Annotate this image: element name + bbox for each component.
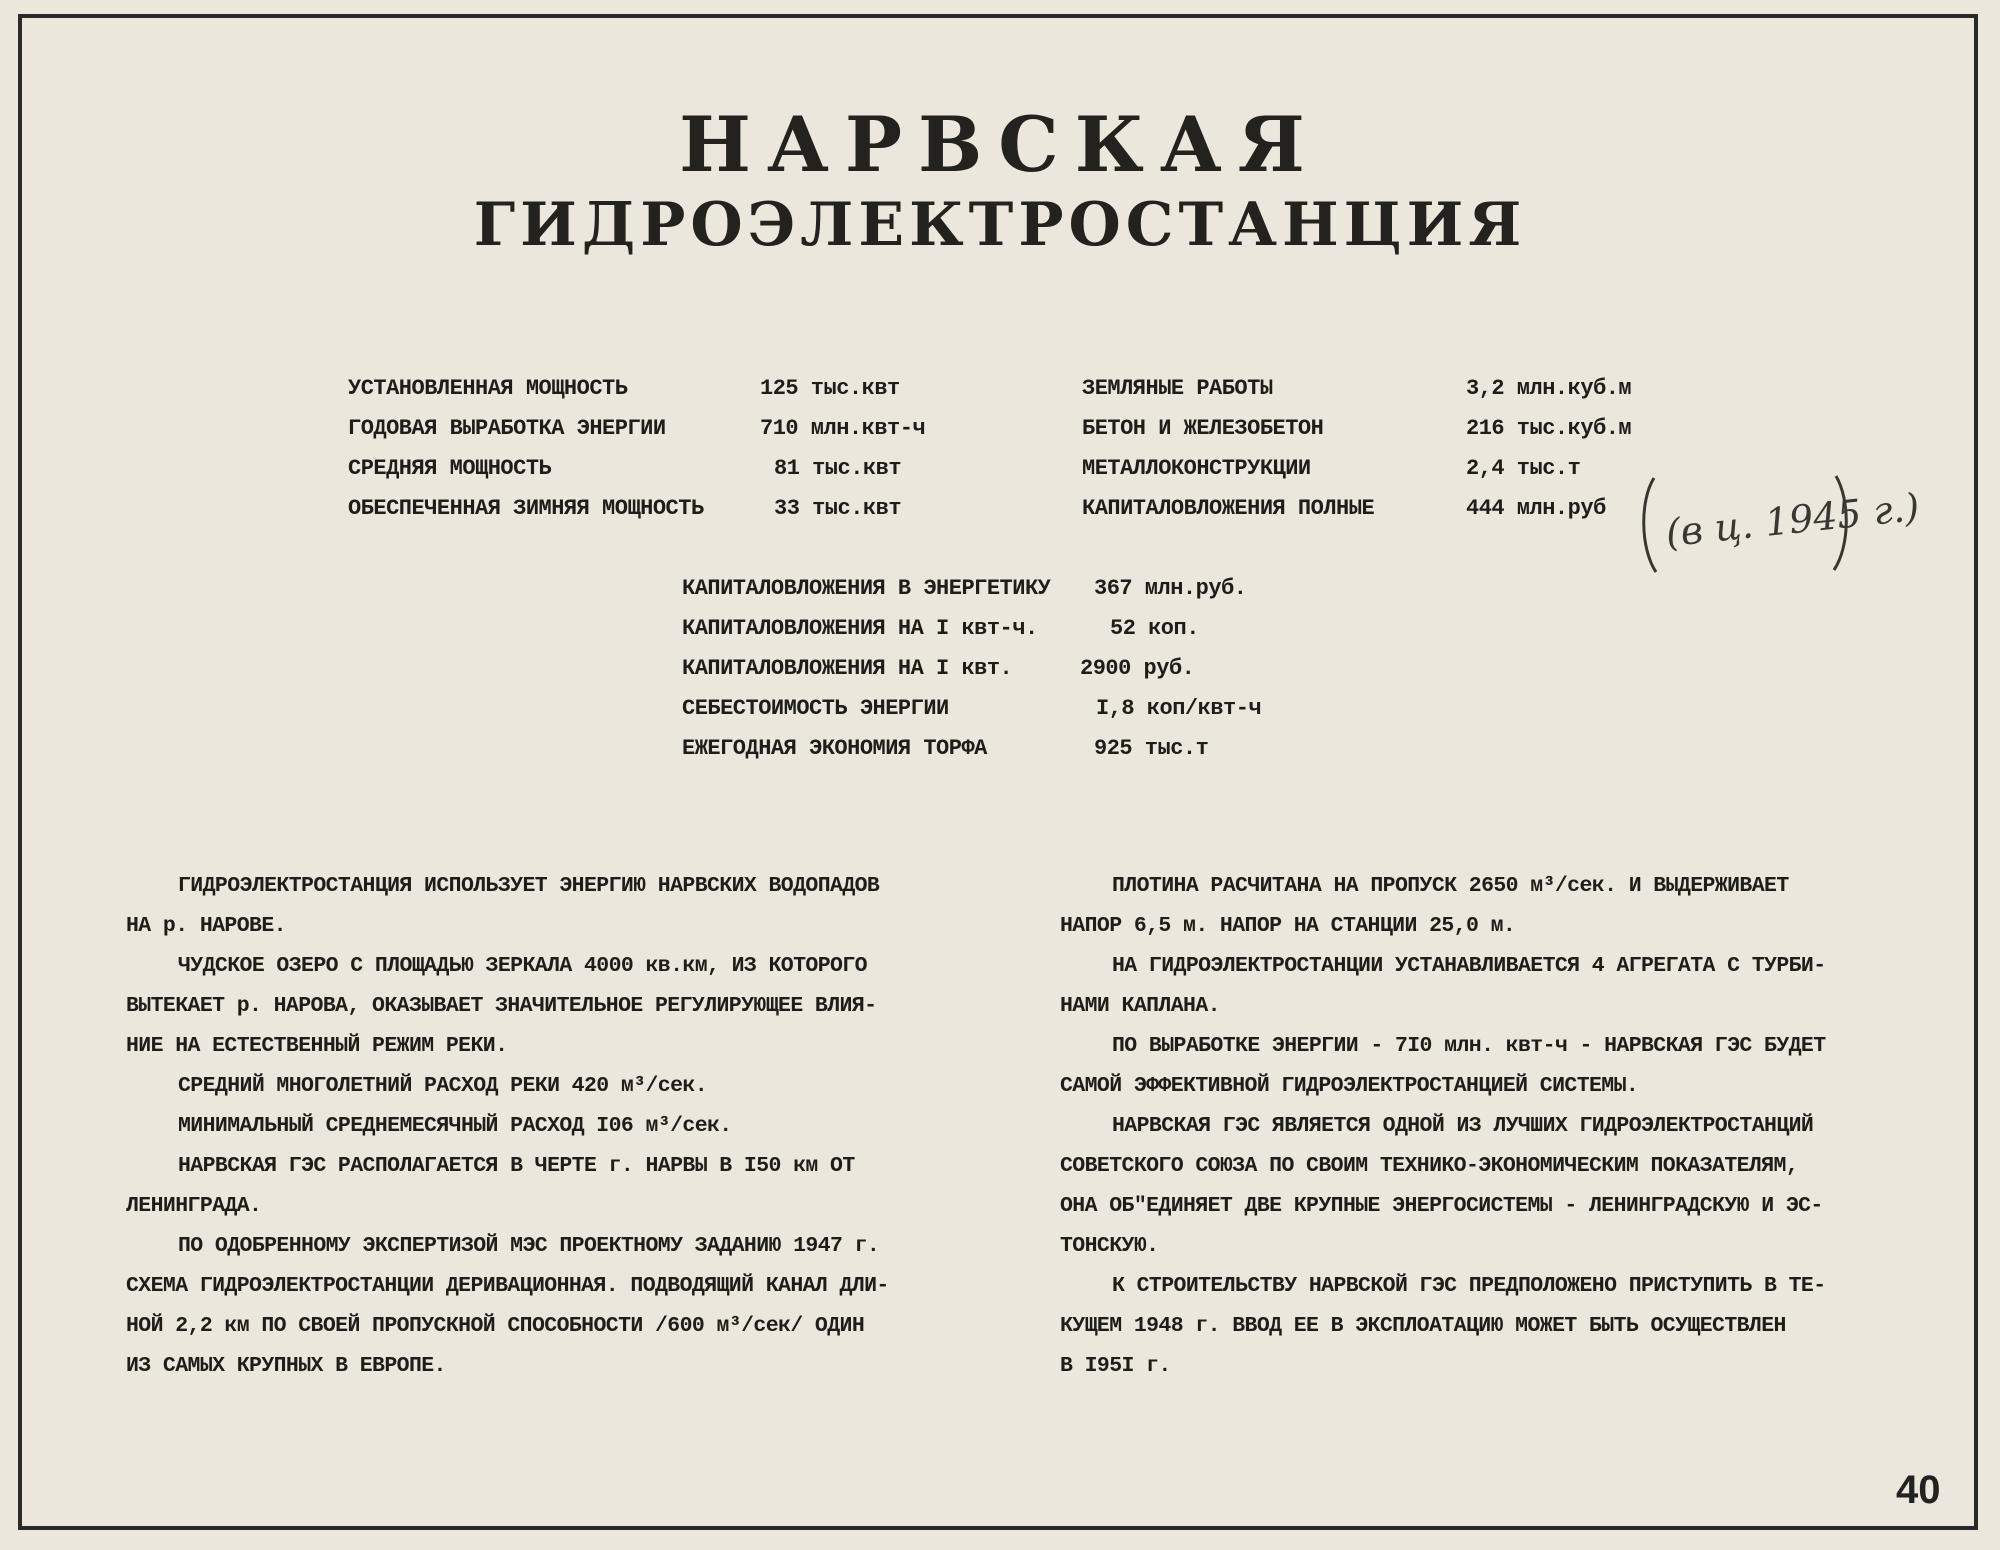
text-line: ПО ОДОБРЕННОМУ ЭКСПЕРТИЗОЙ МЭС ПРОЕКТНОМУ ЗАДАНИЮ 1947 г. — [178, 1234, 880, 1258]
stat-value: 925 тыс.т — [1094, 736, 1209, 761]
title-line-1: НАРВСКАЯ — [679, 100, 1321, 189]
text-line: ИЗ САМЫХ КРУПНЫХ В ЕВРОПЕ. — [126, 1354, 446, 1378]
stat-value: 33 тыс.квт — [774, 496, 902, 521]
stat-value: 216 тыс.куб.м — [1466, 416, 1632, 441]
stat-label: ЕЖЕГОДНАЯ ЭКОНОМИЯ ТОРФА — [682, 736, 987, 761]
stat-value: 3,2 млн.куб.м — [1466, 376, 1632, 401]
stat-label: ОБЕСПЕЧЕННАЯ ЗИМНЯЯ МОЩНОСТЬ — [348, 496, 704, 521]
text-line: ВЫТЕКАЕТ р. НАРОВА, ОКАЗЫВАЕТ ЗНАЧИТЕЛЬНОЕ РЕГУЛИРУЮЩЕЕ ВЛИЯ- — [126, 994, 877, 1018]
page-number: 40 — [1896, 1468, 1941, 1512]
text-line: НАРВСКАЯ ГЭС ЯВЛЯЕТСЯ ОДНОЙ ИЗ ЛУЧШИХ ГИДРОЭЛЕКТРОСТАНЦИЙ — [1112, 1114, 1814, 1138]
text-line: ЧУДСКОЕ ОЗЕРО С ПЛОЩАДЬЮ ЗЕРКАЛА 4000 кв.км, ИЗ КОТОРОГО — [178, 954, 867, 978]
stat-value: 125 тыс.квт — [760, 376, 900, 401]
text-line: САМОЙ ЭФФЕКТИВНОЙ ГИДРОЭЛЕКТРОСТАНЦИЕЙ СИСТЕМЫ. — [1060, 1074, 1639, 1098]
text-line: МИНИМАЛЬНЫЙ СРЕДНЕМЕСЯЧНЫЙ РАСХОД I06 м³/сек. — [178, 1114, 732, 1138]
text-line: В I95I г. — [1060, 1354, 1171, 1378]
text-line: ТОНСКУЮ. — [1060, 1234, 1159, 1258]
text-line: НА ГИДРОЭЛЕКТРОСТАНЦИИ УСТАНАВЛИВАЕТСЯ 4 АГРЕГАТА С ТУРБИ- — [1112, 954, 1826, 978]
stat-value: 2,4 тыс.т — [1466, 456, 1581, 481]
stat-label: МЕТАЛЛОКОНСТРУКЦИИ — [1082, 456, 1311, 481]
text-line: ПО ВЫРАБОТКЕ ЭНЕРГИИ - 7I0 млн. квт-ч - НАРВСКАЯ ГЭС БУДЕТ — [1112, 1034, 1826, 1058]
text-line: СХЕМА ГИДРОЭЛЕКТРОСТАНЦИИ ДЕРИВАЦИОННАЯ. ПОДВОДЯЩИЙ КАНАЛ ДЛИ- — [126, 1274, 889, 1298]
text-line: ГИДРОЭЛЕКТРОСТАНЦИЯ ИСПОЛЬЗУЕТ ЭНЕРГИЮ НАРВСКИХ ВОДОПАДОВ — [178, 874, 880, 898]
stat-label: СЕБЕСТОИМОСТЬ ЭНЕРГИИ — [682, 696, 949, 721]
stat-label: КАПИТАЛОВЛОЖЕНИЯ ПОЛНЫЕ — [1082, 496, 1375, 521]
stat-value: 444 млн.руб — [1466, 496, 1606, 521]
text-line: КУЩЕМ 1948 г. ВВОД ЕЕ В ЭКСПЛОАТАЦИЮ МОЖЕТ БЫТЬ ОСУЩЕСТВЛЕН — [1060, 1314, 1786, 1338]
text-line: ЛЕНИНГРАДА. — [126, 1194, 262, 1218]
stat-value: 710 млн.квт-ч — [760, 416, 926, 441]
text-line: НАМИ КАПЛАНА. — [1060, 994, 1220, 1018]
text-column-left — [126, 866, 889, 1386]
stat-label: ЗЕМЛЯНЫЕ РАБОТЫ — [1082, 376, 1273, 401]
text-column-right — [1060, 866, 1826, 1386]
stat-value: 81 тыс.квт — [774, 456, 902, 481]
handwritten-note — [1636, 470, 1922, 580]
text-line: ПЛОТИНА РАСЧИТАНА НА ПРОПУСК 2650 м³/сек. И ВЫДЕРЖИВАЕТ — [1112, 874, 1789, 898]
text-line: НАПОР 6,5 м. НАПОР НА СТАНЦИИ 25,0 м. — [1060, 914, 1516, 938]
stat-label: ГОДОВАЯ ВЫРАБОТКА ЭНЕРГИИ — [348, 416, 666, 441]
text-line: НИЕ НА ЕСТЕСТВЕННЫЙ РЕЖИМ РЕКИ. — [126, 1034, 508, 1058]
text-line: НА р. НАРОВЕ. — [126, 914, 286, 938]
stat-value: 2900 руб. — [1080, 656, 1195, 681]
text-line: К СТРОИТЕЛЬСТВУ НАРВСКОЙ ГЭС ПРЕДПОЛОЖЕНО ПРИСТУПИТЬ В ТЕ- — [1112, 1274, 1826, 1298]
text-line: НОЙ 2,2 км ПО СВОЕЙ ПРОПУСКНОЙ СПОСОБНОСТИ /600 м³/сек/ ОДИН — [126, 1314, 865, 1338]
stat-label: КАПИТАЛОВЛОЖЕНИЯ НА I квт-ч. — [682, 616, 1038, 641]
stat-label: СРЕДНЯЯ МОЩНОСТЬ — [348, 456, 552, 481]
stat-label: УСТАНОВЛЕННАЯ МОЩНОСТЬ — [348, 376, 628, 401]
stat-label: БЕТОН И ЖЕЛЕЗОБЕТОН — [1082, 416, 1324, 441]
text-line: СОВЕТСКОГО СОЮЗА ПО СВОИМ ТЕХНИКО-ЭКОНОМИЧЕСКИМ ПОКАЗАТЕЛЯМ, — [1060, 1154, 1799, 1178]
handwritten-note-text: (в ц. 1945 г.) — [1663, 484, 1922, 556]
text-line: НАРВСКАЯ ГЭС РАСПОЛАГАЕТСЯ В ЧЕРТЕ г. НАРВЫ В I50 км ОТ — [178, 1154, 855, 1178]
stat-label: КАПИТАЛОВЛОЖЕНИЯ НА I квт. — [682, 656, 1013, 681]
text-line: СРЕДНИЙ МНОГОЛЕТНИЙ РАСХОД РЕКИ 420 м³/сек. — [178, 1074, 707, 1098]
text-line: ОНА ОБ"ЕДИНЯЕТ ДВЕ КРУПНЫЕ ЭНЕРГОСИСТЕМЫ - ЛЕНИНГРАДСКУЮ И ЭС- — [1060, 1194, 1823, 1218]
stat-label: КАПИТАЛОВЛОЖЕНИЯ В ЭНЕРГЕТИКУ — [682, 576, 1051, 601]
stat-value: I,8 коп/квт-ч — [1096, 696, 1262, 721]
stat-value: 52 коп. — [1110, 616, 1199, 641]
title-line-2: ГИДРОЭЛЕКТРОСТАНЦИЯ — [473, 190, 1527, 260]
stat-value: 367 млн.руб. — [1094, 576, 1247, 601]
